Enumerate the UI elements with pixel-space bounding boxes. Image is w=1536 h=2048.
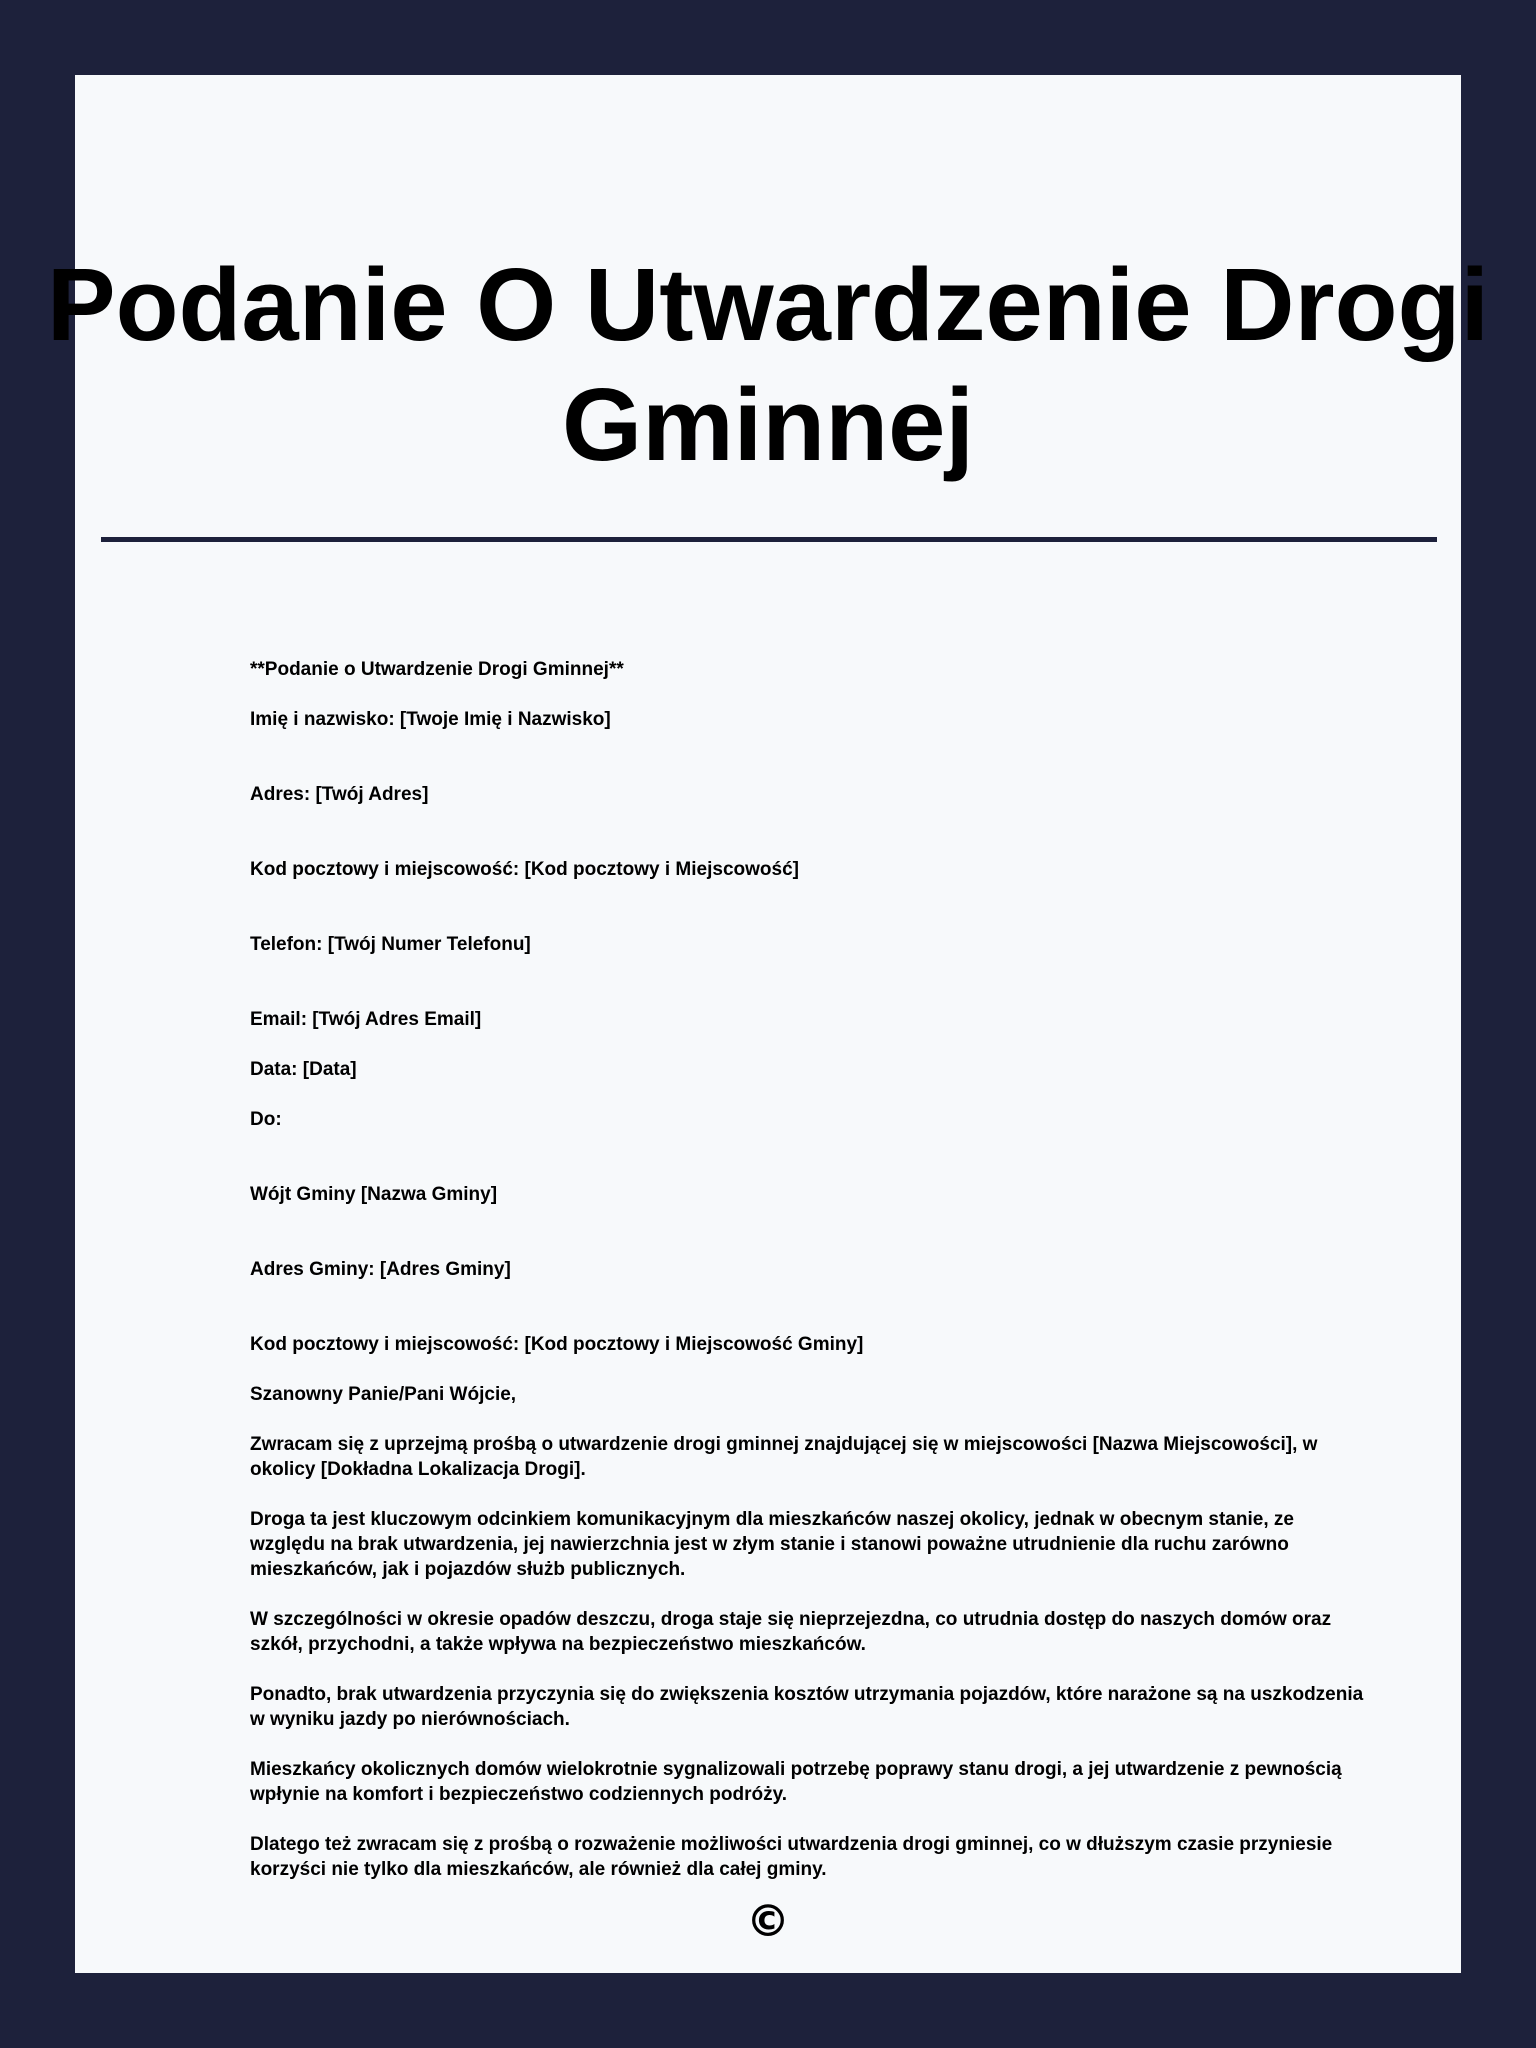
sender-postcode-line: Kod pocztowy i miejscowość: [Kod pocztowy i Miejscowość] xyxy=(250,859,799,880)
sender-name-line: Imię i nazwisko: [Twoje Imię i Nazwisko] xyxy=(250,709,611,730)
recipient-label: Do: xyxy=(250,1109,282,1130)
body-paragraph: Zwracam się z uprzejmą prośbą o utwardzenie drogi gminnej znajdującej się w miejscowości [Nazwa Miejscowości], w okolicy [Dokładna Lokalizacja Drogi]. xyxy=(250,1434,1318,1480)
body-paragraph: Dlatego też zwracam się z prośbą o rozważenie możliwości utwardzenia drogi gminnej, co w dłuższym czasie przyniesie korzyści nie tylko dla mieszkańców, ale również dla całej gminy. xyxy=(250,1834,1333,1880)
document-page xyxy=(46,75,1490,1973)
copyright-icon: © xyxy=(746,1896,790,1947)
letter-heading: **Podanie o Utwardzenie Drogi Gminnej** xyxy=(250,659,624,680)
body-paragraph: Ponadto, brak utwardzenia przyczynia się do zwiększenia kosztów utrzymania pojazdów, które narażone są na uszkodzenia w wyniku jazdy po nierównościach. xyxy=(250,1684,1364,1730)
recipient-postcode-line: Kod pocztowy i miejscowość: [Kod pocztowy i Miejscowość Gminy] xyxy=(250,1334,864,1355)
recipient-address-line: Adres Gminy: [Adres Gminy] xyxy=(250,1259,511,1280)
sender-email-line: Email: [Twój Adres Email] xyxy=(250,1009,482,1030)
recipient-name-line: Wójt Gminy [Nazwa Gminy] xyxy=(250,1184,498,1205)
date-line: Data: [Data] xyxy=(250,1059,357,1080)
title-divider xyxy=(101,537,1437,542)
letter-body xyxy=(250,657,1365,1882)
body-paragraph: W szczególności w okresie opadów deszczu, droga staje się nieprzejezdna, co utrudnia dostęp do naszych domów oraz szkół, przychodni, a także wpływa na bezpieczeństwo mieszkańców. xyxy=(250,1609,1332,1655)
body-paragraph: Mieszkańcy okolicznych domów wielokrotnie sygnalizowali potrzebę poprawy stanu drogi, a jej utwardzenie z pewnością wpłynie na komfort i bezpieczeństwo codziennych podróży. xyxy=(250,1759,1342,1805)
salutation: Szanowny Panie/Pani Wójcie, xyxy=(250,1384,517,1405)
page-title: Podanie O Utwardzenie Drogi Gminnej xyxy=(46,247,1490,482)
sender-address-line: Adres: [Twój Adres] xyxy=(250,784,429,805)
body-paragraph: Droga ta jest kluczowym odcinkiem komunikacyjnym dla mieszkańców naszej okolicy, jednak w obecnym stanie, ze względu na brak utwardzenia, jej nawierzchnia jest w złym stanie i stanowi poważne utrudnienie dla ruchu zarówno mieszkańców, jak i pojazdów służb publicznych. xyxy=(250,1509,1294,1580)
sender-phone-line: Telefon: [Twój Numer Telefonu] xyxy=(250,934,531,955)
